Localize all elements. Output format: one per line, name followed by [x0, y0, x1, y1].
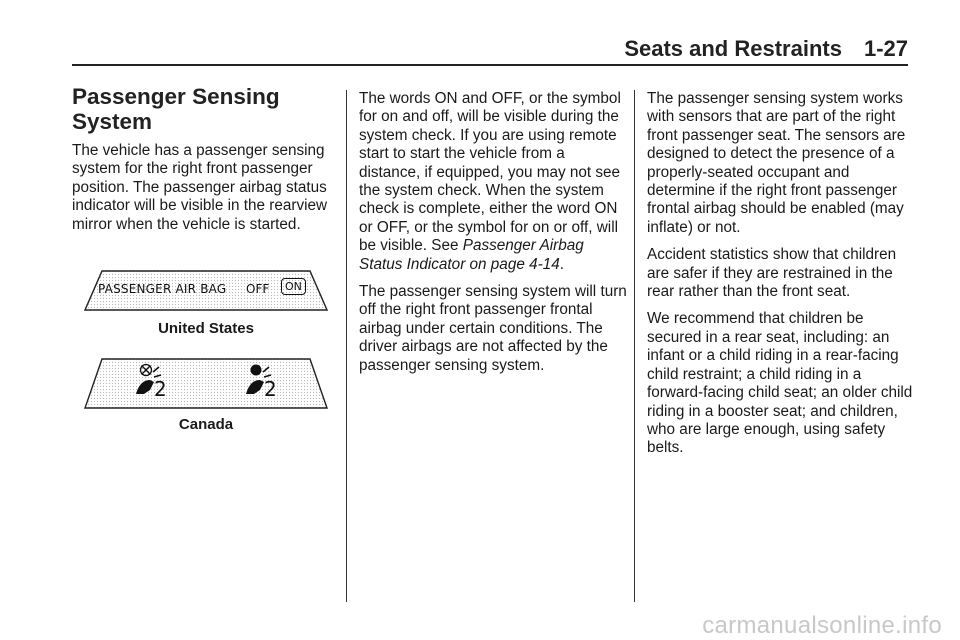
canada-airbag-indicator [84, 358, 328, 412]
system-check-paragraph [359, 90, 627, 274]
column-3 [647, 90, 915, 467]
column-1 [72, 84, 340, 243]
intro-paragraph: The vehicle has a passenger sensing system for the right front passenger position. The passenger airbag status indicator will be visible in the rearview mirror when the vehicle is started. [72, 142, 328, 233]
watermark: carmanualsonline.info [702, 612, 942, 639]
header-rule [72, 64, 908, 66]
status-indicator-reference: Passenger Airbag Status Indicator on page 4-14 [359, 237, 584, 273]
us-indicator-off: OFF [246, 282, 270, 296]
airbag-on-digit: 2 [264, 377, 277, 401]
section-heading: Passenger Sensing System [72, 84, 280, 134]
recommendation-paragraph: We recommend that children be secured in a rear seat, including: an infant or a child riding in a rear-facing child restraint; a child riding in a forward-facing child seat; an older child riding in a booster seat; and children, who are large enough, using safety belts. [647, 310, 913, 457]
caption-united-states: United States [158, 320, 254, 337]
canada-indicator-frame [84, 358, 328, 412]
statistics-paragraph: Accident statistics show that children are safer if they are restrained in the rear rather than the front seat. [647, 246, 897, 301]
section-title: Seats and Restraints [624, 36, 842, 61]
us-airbag-indicator [84, 270, 328, 314]
system-check-end: . [559, 255, 564, 273]
sensors-paragraph: The passenger sensing system works with sensors that are part of the right front passenger seat. The sensors are designed to detect the presence of a properly-seated occupant and determine if the right front passenger frontal airbag should be enabled (may inflate) or not. [647, 90, 906, 236]
airbag-off-paragraph: The passenger sensing system will turn off the right front passenger frontal airbag under certain conditions. The driver airbags are not affected by the passenger sensing system. [359, 283, 627, 374]
column-2 [359, 90, 627, 384]
column-divider-1 [346, 90, 347, 602]
caption-canada: Canada [178, 416, 234, 433]
column-divider-2 [634, 90, 635, 602]
airbag-off-digit: 2 [154, 377, 167, 401]
page-header [0, 36, 908, 62]
us-indicator-on: ON [281, 278, 306, 295]
page-number: 1-27 [863, 36, 908, 61]
us-indicator-label: PASSENGER AIR BAG [98, 282, 227, 296]
system-check-text: The words ON and OFF, or the symbol for on and off, will be visible during the system check. If you are using remote start to start the vehicle from a distance, if equipped, you may not see the system check. When the system check is complete, either the word ON or OFF, or the symbol for on or off, will be visible. See [359, 90, 621, 255]
